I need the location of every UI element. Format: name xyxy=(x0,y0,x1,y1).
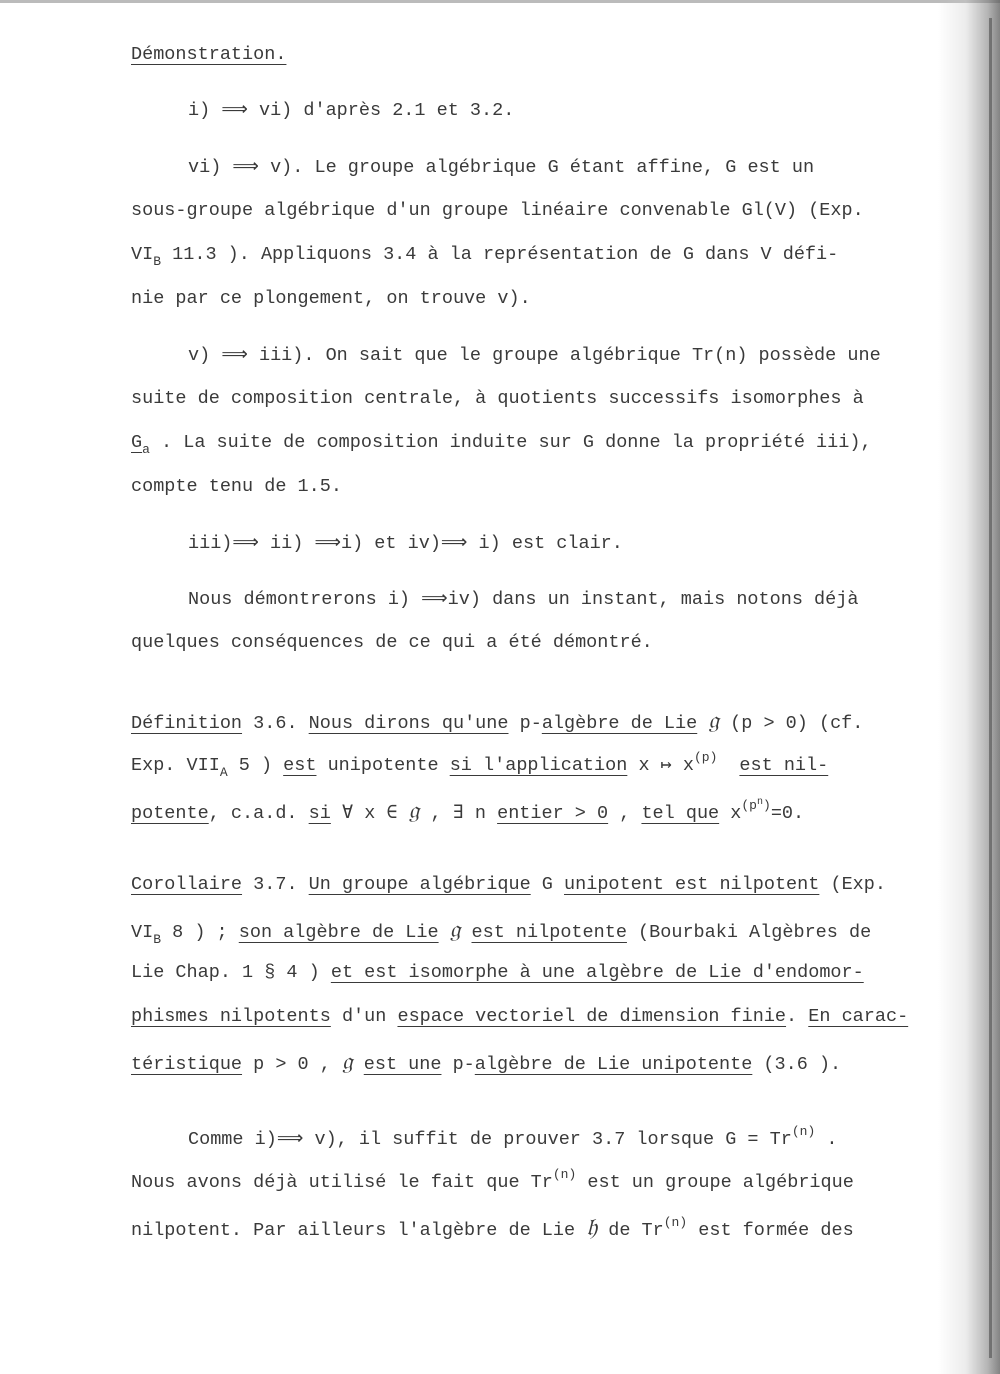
superscript: (n) xyxy=(791,1124,816,1139)
text: tel que xyxy=(641,803,720,824)
proof-step-2-line-1 xyxy=(188,155,814,179)
text: ii) xyxy=(258,533,315,554)
definition-line-1 xyxy=(131,708,863,732)
text: est un groupe algébrique xyxy=(576,1172,854,1193)
text: VI xyxy=(131,922,154,943)
proof-step-5-line-1 xyxy=(188,587,858,611)
fraktur-g: 𝔤 xyxy=(708,706,720,734)
text: algèbre de Lie unipotente xyxy=(474,1054,753,1075)
text: G xyxy=(530,874,565,895)
text: . xyxy=(786,1006,809,1027)
text: , xyxy=(608,803,642,824)
text: (3.6 ). xyxy=(752,1054,842,1075)
corollary-label: Corollaire xyxy=(131,874,243,895)
text: x ↦ x xyxy=(627,755,694,776)
text: , c.a.d. xyxy=(208,803,309,824)
text: Nous avons déjà utilisé le fait que Tr xyxy=(131,1172,553,1193)
text: Lie Chap. 1 § 4 ) xyxy=(131,962,331,983)
definition-line-3 xyxy=(131,798,804,822)
text: vi) xyxy=(188,157,222,178)
text: VI xyxy=(131,244,154,265)
text: entier > 0 xyxy=(497,803,609,824)
closing-line-3 xyxy=(131,1215,854,1239)
text: ) xyxy=(763,798,771,813)
text: son algèbre de Lie xyxy=(238,922,439,943)
implies-arrow: ⟹ xyxy=(314,532,341,553)
group-ga: G xyxy=(131,432,143,453)
text: iii). On sait que le groupe algébrique Tr(n) possède une xyxy=(258,345,881,366)
text: est xyxy=(283,755,317,776)
implies-arrow: ⟹ xyxy=(221,99,248,120)
closing-line-2 xyxy=(131,1167,854,1195)
implies-arrow: ⟹ xyxy=(232,156,259,177)
text: est nil- xyxy=(739,755,829,776)
text: i) est clair. xyxy=(467,533,623,554)
proof-step-5-line-2: quelques conséquences de ce qui a été démontré. xyxy=(131,632,653,653)
text: p- xyxy=(441,1054,475,1075)
text: v), il suffit de prouver 3.7 lorsque G = Tr xyxy=(303,1129,792,1150)
text: potente xyxy=(131,803,209,824)
closing-line-1 xyxy=(188,1124,838,1151)
text: ∀ x ∈ xyxy=(330,803,409,824)
text: si l'application xyxy=(449,755,628,776)
text: (p > 0) (cf. xyxy=(719,713,864,734)
heading xyxy=(131,43,286,67)
text: iv) dans un instant, mais notons déjà xyxy=(447,589,859,610)
implies-arrow: ⟹ xyxy=(276,1128,304,1149)
superscript: (n) xyxy=(552,1167,577,1182)
proof-step-2-line-3 xyxy=(131,243,838,267)
implies-arrow: ⟹ xyxy=(421,588,448,609)
proof-step-2-line-4: nie par ce plongement, on trouve v). xyxy=(131,288,531,309)
text: n xyxy=(756,797,763,808)
text: v) xyxy=(188,345,211,366)
text: 8 ) ; xyxy=(161,922,239,943)
text: v). Le groupe algébrique G étant affine, G est un xyxy=(270,157,815,178)
text: 5 ) xyxy=(227,755,284,776)
text xyxy=(439,922,450,943)
text: (p xyxy=(741,798,757,813)
proof-step-3-line-2: suite de composition centrale, à quotients successifs isomorphes à xyxy=(131,388,864,409)
text: unipotente xyxy=(316,755,450,776)
definition-line-2 xyxy=(131,750,829,780)
text: =0. xyxy=(770,803,805,824)
text: est formée des xyxy=(687,1220,854,1241)
corollary-line-1 xyxy=(131,873,886,897)
text: espace vectoriel de dimension finie xyxy=(397,1006,787,1027)
text: i) xyxy=(188,100,211,121)
text: Nous dirons qu'une xyxy=(308,713,509,734)
subscript: a xyxy=(142,442,150,457)
subscript: B xyxy=(153,932,162,947)
text: 11.3 ). Appliquons 3.4 à la représentation de G dans V défi- xyxy=(161,244,839,265)
proof-step-2-line-2: sous-groupe algébrique d'un groupe linéaire convenable Gl(V) (Exp. xyxy=(131,200,864,221)
text: Comme i) xyxy=(188,1129,277,1150)
text: Exp. VII xyxy=(131,755,220,776)
text: algèbre de Lie xyxy=(541,713,698,734)
text: d'un xyxy=(330,1006,398,1027)
fraktur-h: 𝔥 xyxy=(586,1213,598,1241)
definition-label: Définition xyxy=(131,713,243,734)
fraktur-g: 𝔤 xyxy=(341,1047,353,1075)
text: i) et iv) xyxy=(341,533,441,554)
text: (Exp. xyxy=(819,874,886,895)
text: Un groupe algébrique xyxy=(308,874,531,895)
corollary-line-2 xyxy=(131,915,872,947)
text: Nous démontrerons i) xyxy=(188,589,422,610)
subscript: A xyxy=(219,765,228,780)
text: phismes nilpotents xyxy=(131,1006,331,1027)
text: p- xyxy=(508,713,542,734)
fraktur-g: 𝔤 xyxy=(449,915,461,943)
text: unipotent est nilpotent xyxy=(564,874,820,895)
proof-step-3-line-3 xyxy=(131,431,872,455)
proof-step-3-line-4: compte tenu de 1.5. xyxy=(131,476,342,497)
text: si xyxy=(308,803,331,824)
proof-step-1 xyxy=(188,98,514,122)
corollary-line-5 xyxy=(131,1049,841,1073)
implies-arrow: ⟹ xyxy=(232,532,259,553)
fraktur-g: 𝔤 xyxy=(408,796,420,824)
text: téristique xyxy=(131,1054,243,1075)
scan-top-edge xyxy=(0,0,1000,3)
implies-arrow: ⟹ xyxy=(221,344,248,365)
text: et est isomorphe à une algèbre de Lie d'endomor- xyxy=(330,962,864,983)
superscript: (p) xyxy=(694,750,718,765)
text: vi) d'après 2.1 et 3.2. xyxy=(258,100,515,121)
corollary-line-3 xyxy=(131,961,864,985)
text: p > 0 , xyxy=(242,1054,342,1075)
corollary-line-4 xyxy=(131,1005,908,1029)
text: est nilpotente xyxy=(471,922,627,943)
subscript: B xyxy=(153,254,162,269)
text: . xyxy=(815,1129,838,1150)
text: de Tr xyxy=(597,1220,664,1241)
heading-text: Démonstration. xyxy=(131,44,287,65)
text: x xyxy=(719,803,742,824)
superscript xyxy=(741,798,770,813)
text: , ∃ n xyxy=(419,803,498,824)
scan-right-edge-line xyxy=(989,18,992,1358)
text: nilpotent. Par ailleurs l'algèbre de Lie xyxy=(131,1220,587,1241)
text: . La suite de composition induite sur G donne la propriété iii), xyxy=(149,432,872,453)
proof-step-4 xyxy=(188,531,623,555)
text: iii) xyxy=(188,533,233,554)
text: 3.6. xyxy=(242,713,309,734)
superscript: (n) xyxy=(663,1215,688,1230)
implies-arrow: ⟹ xyxy=(440,532,468,553)
text: 3.7. xyxy=(242,874,309,895)
text: En carac- xyxy=(808,1006,909,1027)
text: est une xyxy=(363,1054,442,1075)
proof-step-3-line-1 xyxy=(188,343,881,367)
text: (Bourbaki Algèbres de xyxy=(626,922,872,943)
